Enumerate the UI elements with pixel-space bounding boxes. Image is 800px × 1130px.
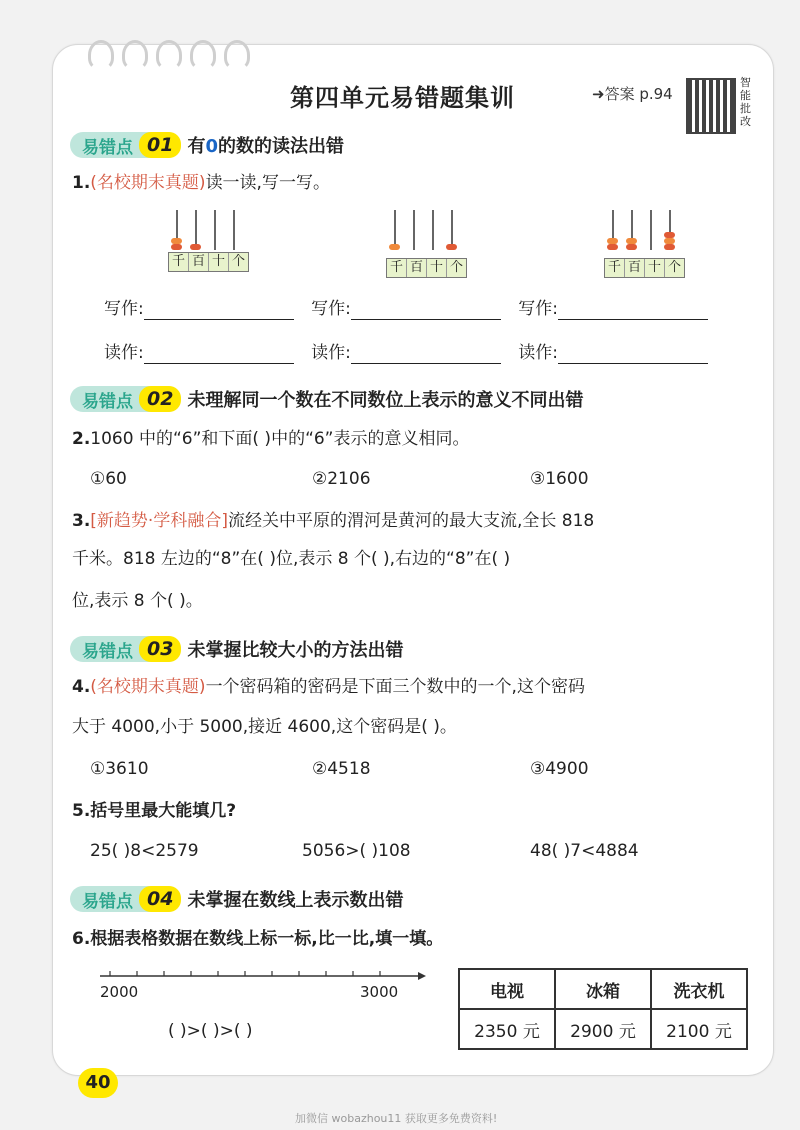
q2-option-1[interactable]: ①60: [90, 469, 127, 489]
abacus-1: 千 百 十 个: [168, 210, 248, 274]
question-2: 2.1060 中的“6”和下面( )中的“6”表示的意义相同。: [72, 429, 470, 449]
q5-item-2[interactable]: 5056>( )108: [302, 841, 411, 861]
answer-blank[interactable]: [351, 305, 501, 320]
answer-blank[interactable]: [351, 349, 501, 364]
question-3-line2: 千米。818 左边的“8”在( )位,表示 8 个( ),右边的“8”在( ): [72, 549, 511, 569]
question-6: 6.根据表格数据在数线上标一标,比一比,填一填。: [72, 929, 444, 949]
section-header-01: 易错点 01 有0的数的读法出错: [70, 132, 344, 158]
q4-option-2[interactable]: ②4518: [312, 759, 371, 779]
write-row: 写作: 写作: 写作:: [104, 298, 708, 320]
table-header: 电视: [459, 969, 555, 1009]
q2-option-3[interactable]: ③1600: [530, 469, 589, 489]
qr-code-icon[interactable]: [686, 78, 736, 134]
question-1: 1.(名校期末真题)读一读,写一写。: [72, 173, 330, 193]
abacus-2: 千 百 十 个: [386, 210, 466, 274]
data-table: [458, 968, 748, 1050]
answer-blank[interactable]: [558, 349, 708, 364]
watermark: 加微信 wobazhou11 获取更多免费资料!: [295, 1112, 498, 1125]
question-3: 3.[新趋势·学科融合]流经关中平原的渭河是黄河的最大支流,全长 818: [72, 511, 595, 531]
table-cell: 2350 元: [459, 1009, 555, 1049]
qr-label: 智能批改: [740, 76, 751, 128]
question-4: 4.(名校期末真题)一个密码箱的密码是下面三个数中的一个,这个密码: [72, 677, 585, 697]
binder-ring-icon: [224, 40, 250, 70]
binder-ring-icon: [190, 40, 216, 70]
compare-blanks[interactable]: ( )>( )>( ): [168, 1021, 253, 1041]
section-header-03: 易错点 03 未掌握比较大小的方法出错: [70, 636, 403, 662]
q2-option-2[interactable]: ②2106: [312, 469, 371, 489]
question-3-line3: 位,表示 8 个( )。: [72, 591, 203, 611]
table-cell: 2900 元: [555, 1009, 651, 1049]
answer-blank[interactable]: [558, 305, 708, 320]
q4-option-3[interactable]: ③4900: [530, 759, 589, 779]
table-header: 冰箱: [555, 969, 651, 1009]
question-5: 5.括号里最大能填几?: [72, 801, 237, 821]
number-line-end: 3000: [360, 983, 399, 1001]
number-line-start: 2000: [100, 983, 139, 1001]
page-title: 第四单元易错题集训: [290, 84, 515, 112]
binder-ring-icon: [88, 40, 114, 70]
answer-blank[interactable]: [144, 349, 294, 364]
page-number: 40: [78, 1068, 118, 1098]
q5-item-1[interactable]: 25( )8<2579: [90, 841, 199, 861]
abacus-3: 千 百 十 个: [604, 210, 684, 274]
arrow-right-icon: ➜: [592, 85, 605, 103]
answer-blank[interactable]: [144, 305, 294, 320]
q5-item-3[interactable]: 48( )7<4884: [530, 841, 639, 861]
question-4-line2: 大于 4000,小于 5000,接近 4600,这个密码是( )。: [72, 717, 457, 737]
table-cell: 2100 元: [651, 1009, 747, 1049]
binder-ring-icon: [156, 40, 182, 70]
binder-ring-icon: [122, 40, 148, 70]
table-header: 洗衣机: [651, 969, 747, 1009]
read-row: 读作: 读作: 读作:: [104, 342, 708, 364]
section-header-02: 易错点 02 未理解同一个数在不同数位上表示的意义不同出错: [70, 386, 583, 412]
section-header-04: 易错点 04 未掌握在数线上表示数出错: [70, 886, 403, 912]
answer-reference: ➜答案 p.94: [592, 85, 673, 103]
q4-option-1[interactable]: ①3610: [90, 759, 149, 779]
